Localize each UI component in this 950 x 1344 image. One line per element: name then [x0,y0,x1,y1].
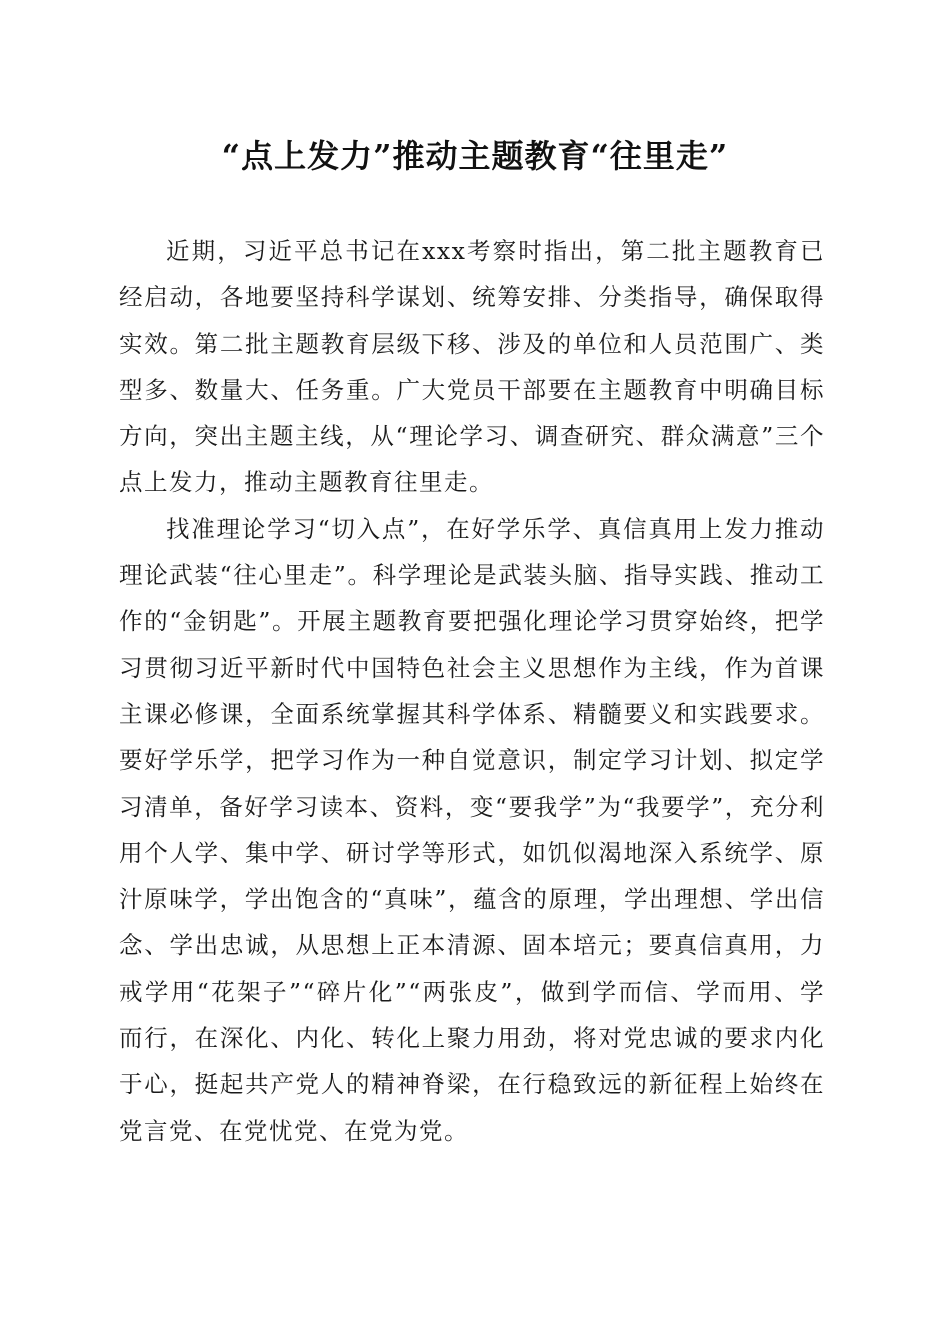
paragraph-theory-study: 找准理论学习“切入点”，在好学乐学、真信真用上发力推动理论武装“往心里走”。科学理论是武装头脑、指导实践、推动工作的“金钥匙”。开展主题教育要把强化理论学习贯穿始终，把学习贯彻习近平新时代中国特色社会主义思想作为主线，作为首课主课必修课，全面系统掌握其科学体系、精髓要义和实践要求。要好学乐学，把学习作为一种自觉意识，制定学习计划、拟定学习清单，备好学习读本、资料，变“要我学”为“我要学”，充分利用个人学、集中学、研讨学等形式，如饥似渴地深入系统学、原汁原味学，学出饱含的“真味”，蕴含的原理，学出理想、学出信念、学出忠诚，从思想上正本清源、固本培元；要真信真用，力戒学用“花架子”“碎片化”“两张皮”，做到学而信、学而用、学而行，在深化、内化、转化上聚力用劲，将对党忠诚的要求内化于心，挺起共产党人的精神脊梁，在行稳致远的新征程上始终在党言党、在党忧党、在党为党。 [119,514,825,1145]
document-body [119,228,825,1154]
paragraph-intro: 近期，习近平总书记在xxx考察时指出，第二批主题教育已经启动，各地要坚持科学谋划、统筹安排、分类指导，确保取得实效。第二批主题教育层级下移、涉及的单位和人员范围广、类型多、数量大、任务重。广大党员干部要在主题教育中明确目标方向，突出主题主线，从“理论学习、调查研究、群众满意”三个点上发力，推动主题教育往里走。 [119,237,825,497]
document-title: “点上发力”推动主题教育“往里走” [221,137,729,175]
